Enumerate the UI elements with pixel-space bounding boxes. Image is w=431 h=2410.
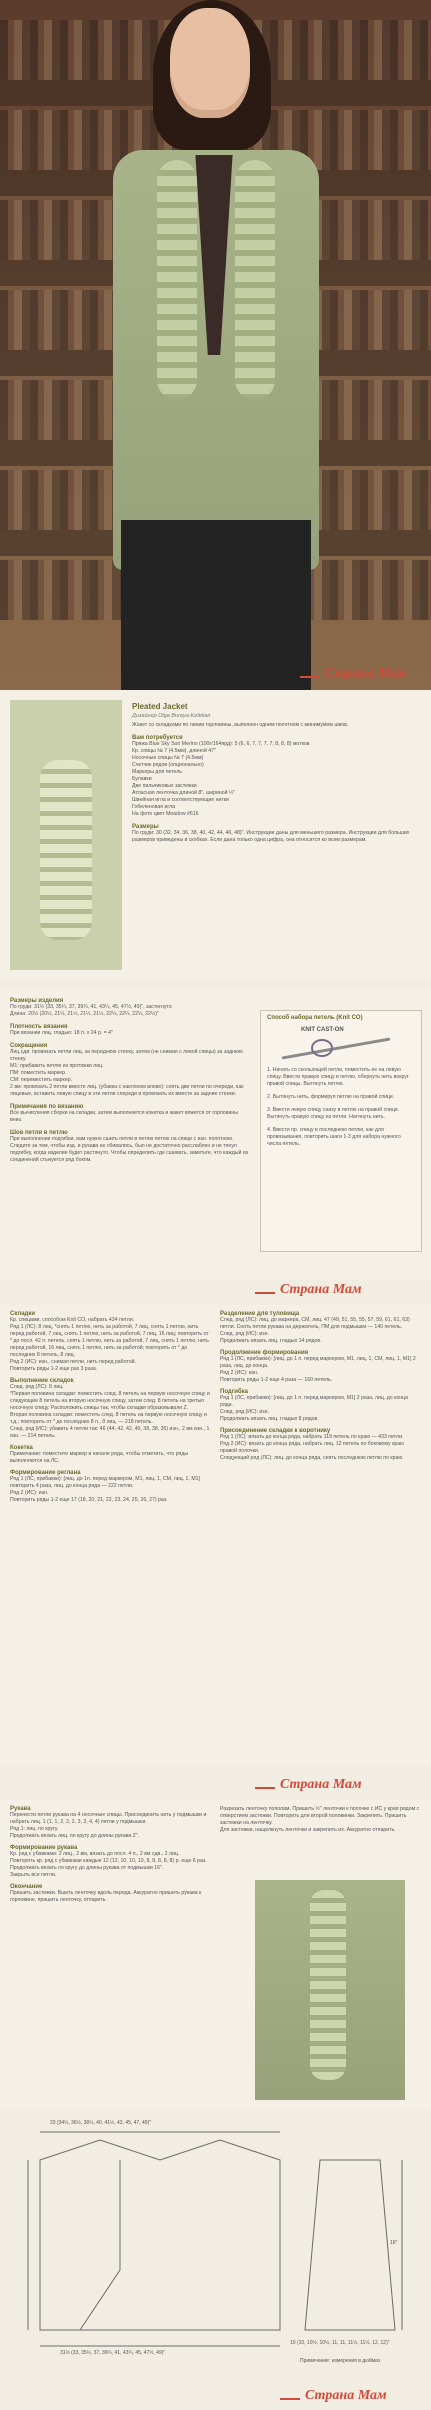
edge-text: Ряд 1 (ЛС): вязать до конца ряда, набрать 119 петель по краю — 433 петли. Ряд 2 (ИС): вязать до конца ряда, набрать лиц. 12 петель по боковому краю правой полочки. Следующий ряд (ЛС): лиц. до конца ряда, снять последнюю петлю по краю.	[220, 1434, 405, 1461]
jacket-detail-photo	[255, 1880, 405, 2100]
notes-text: Все вычисления сборки на складки, затем выполняется кокетка и жакет вяжется от горловины вниз.	[10, 1110, 240, 1123]
finished-text: По груди: 31½ (33, 35¼, 37, 39¼, 41, 43¼, 45, 47½, 49)", застегнуто Длина: 20½ (20½, 21½, 21½, 21½, 21½, 22¼, 22¼, 22½, 22½)"	[10, 1004, 172, 1017]
schematic-top: 33 (34½, 36½, 38½, 40, 41½, 43, 45, 47, 49)"	[50, 2120, 152, 2126]
model-figure	[95, 0, 335, 690]
watermark: Страна Мам	[305, 2388, 387, 2403]
materials-item: Швейная игла и соответствующие нитки	[132, 797, 229, 803]
cast-on-diagram	[260, 1010, 422, 1252]
watermark-line	[300, 676, 320, 678]
intro-text: Жакет со складками по линии горловины, выполнен одним полотном с минимумом швов.	[132, 722, 349, 728]
jacket-ruffle	[40, 760, 92, 940]
watermark: Страна Мам	[325, 666, 407, 681]
materials-item: Счетчик рядов (опционально)	[132, 762, 204, 768]
pleats2-text: След. ряд (ЛС): 8 лиц. *Первая половина складки: поместить след. 8 петель на первую носочную спицу и следующие 8 петель на вторую носочную спицу, затем след. 8 петель на третью носочную спицу. Расположить спицы так, чтобы складки образовывали Z. Вторая половина складки: поместить след. 8 петель на первую носочную спицу и т.д.; повторить от * до последних 8 п., 8 лиц. — 218 петель. След. ряд (ИС): убавить 4 петли так: 46 (44, 42, 42, 40, 38, 38, 36) изн., 2 вм изн., 1 изн. — 214 петель.	[10, 1384, 210, 1439]
abbr-text: Лиц.сдв: провязать петли лиц. за переднюю стенку, затем (не снимая с левой спицы) за заднюю стенку. M1: прибавить петлю из протяжки лиц. ПМ: поместить маркер. СМ: переместить маркер. 2 вм: провязать 2 петли вместе лиц. (убавка с наклоном влево): снять две петли по очереди, как лицевые, вставить левую спицу в эти петли спереди и провязать их вместе за задние стенки.	[10, 1049, 244, 1097]
bands-text: Ряд 1 (ЛС, прибавки): [лиц. до 1 п. перед маркером, М1] 2 раза, лиц. до конца ряда. След. ряд (ИС): изн. Продолжать вязать лиц. гладью 8 рядов.	[220, 1395, 409, 1422]
materials-item: Маркеры для петель	[132, 769, 183, 775]
pattern-title: Pleated Jacket	[132, 702, 188, 711]
ruffle-detail	[310, 1890, 346, 2080]
schematic-note: Примечание: измерения в дюймах	[300, 2358, 381, 2364]
section-body	[0, 1305, 431, 1765]
materials-item: Кр. спицы № 7 (4.5мм), длиной 47"	[132, 748, 216, 754]
materials-item: Пряжа Blue Sky Suri Merino (100г/164ярд): 5 (6, 6, 7, 7, 7, 7, 8, 8, 8) мотков	[132, 741, 310, 747]
pleats-text: Кр. спицами, способом Knit CO, набрать 434 петли. Ряд 1 (ЛС): 8 лиц, *снять 1 петлю, нить за работой, 7 лиц, снять 1 петлю, нить перед работой, 7 лиц, снять 1 петлю, нить за работой, 7 лиц, 16 лиц; повторить от * до посл. 42 п. петель, снять 1 петлю, нить за работой, 7 лиц, снять 1 петлю, нить перед работой, 16 лиц, снять 1 петлю, нить за работой; повторить от * до последних 8 петель, 8 лиц. Ряд 2 (ИС): изн., снимая петли, нить перед работой. Повторить ряды 1-2 еще раз 3 раза.	[10, 1317, 209, 1372]
materials-item: Гобеленовая игла	[132, 804, 176, 810]
cast-on-step: 4. Ввести пр. спицу в последнюю петлю, как для провязывания, повторить шаги 1-3 для набора нужного числа петель.	[267, 1127, 403, 1147]
notes-heading: Примечания по вязанию	[10, 1104, 84, 1110]
yarn-loop	[311, 1039, 333, 1057]
watermark-line	[255, 1292, 275, 1294]
schematic-drawing	[20, 2120, 410, 2370]
closing-text: Разрезать ленточку пополам. Пришить ½" ленточки к полочке с ИС у края рядом с отверстием застежки. Повторить для второй половинки. Закрепить. Пришить застежки на ленточку. Для застежки, нащелкнуть ленточки и закрепить их. Аккуратно отпарить.	[220, 1806, 420, 1833]
section-sleeves	[0, 1800, 431, 2110]
skirt	[121, 520, 311, 690]
designer: Дизайнер Olga Buraya-Kefelian	[132, 713, 211, 719]
cast-on-step: 1. Начать со скользящей петли, поместить ее на левую спицу. Ввести правую спицу в петлю, обернуть нить вокруг правой спицы. Вытянуть петлю.	[267, 1067, 411, 1087]
finished-heading: Размеры изделия	[10, 998, 64, 1004]
bands-heading: Подгибка	[220, 1389, 248, 1395]
schematic-cuff: 10 (10, 10½, 10½, 11, 11, 11½, 11½, 12, 12)"	[290, 2340, 390, 2346]
schematic-sleeve: 16"	[390, 2240, 398, 2246]
division-text: След. ряд (ЛС): лиц. до маркера, СМ, лиц. 47 (49, 51, 55, 55, 57, 59, 61, 61, 63) петли. Снять петли рукава на держатель, ПМ для подмышки — 140 петель. След. ряд (ИС): изн. Продолжать вязать лиц. гладью 14 рядов.	[220, 1317, 410, 1344]
watermark-line	[280, 2398, 300, 2400]
materials-item: Булавки	[132, 776, 152, 782]
jacket-flat-photo	[10, 700, 122, 970]
finish-text: Пришить застежки. Вшить ленточку вдоль переда. Аккуратно пришить рукава к горловине, пришить ленточку, отпарить.	[10, 1890, 203, 1903]
schematic	[20, 2120, 410, 2370]
watermark-line	[255, 1787, 275, 1789]
watermark: Страна Мам	[280, 1777, 362, 1792]
seam-heading: Шов петля в петлю	[10, 1130, 68, 1136]
materials-item: Двe пальчиковых застежки	[132, 783, 197, 789]
model-face	[170, 8, 250, 118]
finish-heading: Окончание	[10, 1884, 43, 1890]
body-outline	[40, 2140, 280, 2330]
division-heading: Разделение для туловища	[220, 1311, 300, 1317]
abbr-heading: Сокращения	[10, 1043, 48, 1049]
watermark: Страна Мам	[280, 1282, 362, 1297]
hero-photo	[0, 0, 431, 690]
ruffle-left	[157, 160, 197, 400]
raglan-heading: Формирование реглана	[10, 1470, 81, 1476]
gauge-text: При вязании лиц. гладью: 18 п. х 24 р. = 4"	[10, 1030, 113, 1036]
sleeve-shaping-heading: Формирование рукава	[10, 1845, 78, 1851]
shaping-heading: Продолжение формирования	[220, 1350, 309, 1356]
gauge-heading: Плотность вязания	[10, 1024, 68, 1030]
materials-item: Атласная ленточка длиной 8", шириной ½"	[132, 790, 236, 796]
cast-on-diagram-title: KNIT CAST-ON	[301, 1027, 344, 1033]
sleeves-heading: Рукава	[10, 1806, 31, 1812]
pleats-heading: Складки	[10, 1311, 36, 1317]
raglan-text: Ряд 1 (ЛС, прибавки): [лиц. до 1п. перед маркером, М1, лиц. 1, СМ, лиц. 1, М1] повторить 4 раза, лиц. до конца ряда — 222 петли. Ряд 2 (ИС): изн. Повторить ряды 1-2 еще 17 (18, 20, 21, 22, 23, 24, 25, 26, 27) раз.	[10, 1476, 200, 1503]
sleeves-text: Перенести петли рукава на 4 носочные спицы. Присоединить нить у подмышки и набрать лиц. 1 (1, 1, 2, 2, 2, 3, 3, 4, 4) петли у подмышки. Ряд 1: лиц. по кругу. Продолжать вязать лиц. по кругу до длины рукава 2".	[10, 1812, 207, 1839]
seam-text: При выполнении подгибки, вам нужно сшить петли в петлю петлю на спице с изн. полотном. Следите за тем, чтобы изд. и рукава не сбивались, был не достаточно расслаблен и не тянул подгибку, когда изделие будет растянуто. Чтобы определить где сшивать, заметьте, что каждый из соединений стыкуется ряд боком.	[10, 1136, 250, 1163]
front-opening	[80, 2160, 120, 2330]
materials-list	[132, 741, 422, 811]
info-panel	[0, 690, 431, 980]
materials-item: Носочные спицы № 7 (4.5мм)	[132, 755, 204, 761]
sizes-text: По груди: 30 (32, 34, 36, 38, 40, 42, 44, 46, 48)". Инструкции даны для меньшего размера. Инструкции для больших размеров приведены в скобках. Если дана только одна цифра, она относится ко всем размерам.	[132, 830, 411, 843]
cast-on-heading: Способ набора петель (Knit CO)	[267, 1015, 363, 1021]
edge-heading: Присоединение складки к воротнику	[220, 1428, 331, 1434]
needle	[282, 1037, 391, 1059]
cast-on-steps	[267, 1067, 415, 1154]
ruffle-right	[235, 160, 275, 400]
pleats2-heading: Выполнение складок	[10, 1378, 74, 1384]
shaping-text: Ряд 1 (ЛС, прибавки): [лиц. до 1 п. перед маркером, М1, лиц. 1, СМ, лиц. 1, М1] 2 раза, лиц. до конца. Ряд 2 (ИС): изн. Повторить ряды 1-2 еще 4 раза — 160 петель.	[220, 1356, 416, 1383]
materials-heading: Вам потребуется	[132, 735, 183, 741]
sleeve-outline	[305, 2160, 398, 2330]
cast-on-step: 2. Вытянуть нить, формируя петлю на правой спице.	[267, 1094, 395, 1100]
photo-credit: На фото цвет Meadow #616	[132, 811, 199, 817]
schematic-chest: 31½ (33, 35¼, 37, 39¼, 41, 43¼, 45, 47½, 49)"	[60, 2350, 166, 2356]
cast-on-step: 3. Ввести левую спицу снизу в петлю на правой спице. Вытянуть правую спицу из петли. Натянуть нить.	[267, 1107, 401, 1120]
sleeve-shaping-text: Кр. ряд с убавками: 2 лиц., 2 вм, вязать до посл. 4 п., 2 вм сдв., 2 лиц. Повторять кр. ряд с убавками каждые 12 (12, 10, 10, 10, 8, 8, 8, 8, 8) р. еще 6 раз. Продолжать вязать по кругу до длины рукава от подмышки 16". Закрыть все петли.	[10, 1851, 207, 1878]
yoke-text: Примечание: поместите маркер в начале ряда, чтобы отметить, что ряды выполняются на ЛС.	[10, 1451, 190, 1464]
sizes-heading: Размеры	[132, 824, 159, 830]
yoke-heading: Кокетка	[10, 1445, 33, 1451]
